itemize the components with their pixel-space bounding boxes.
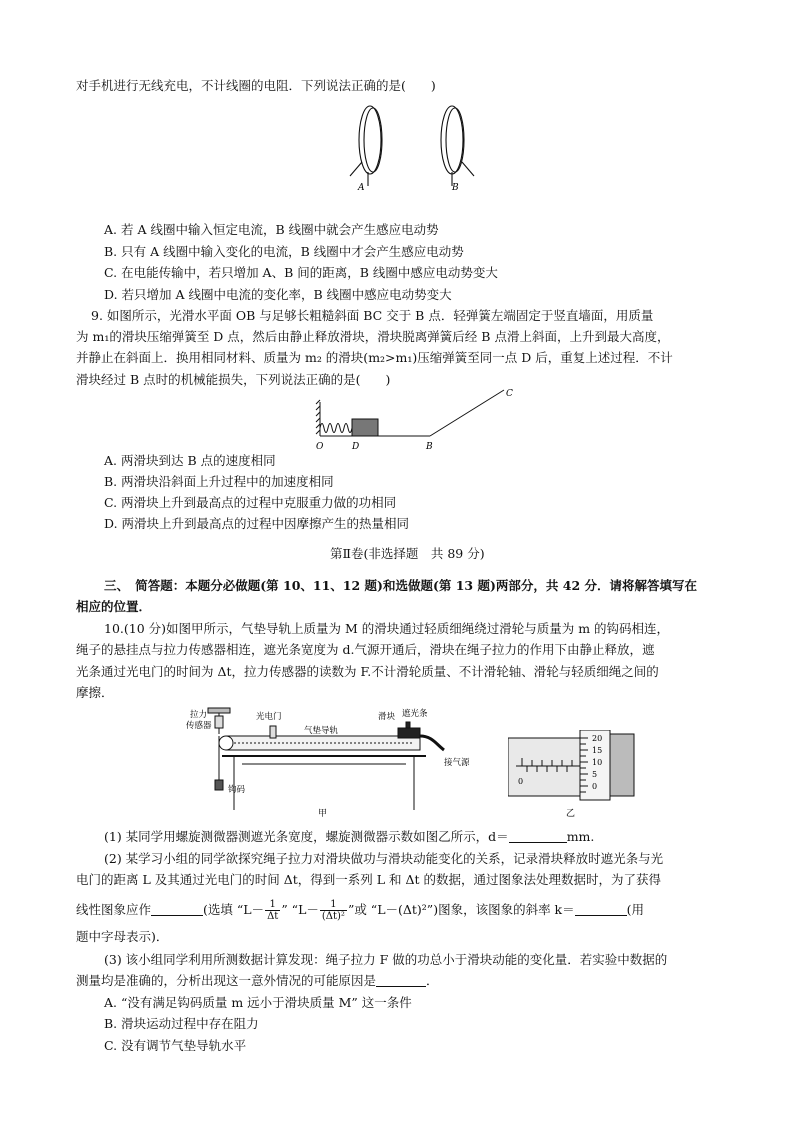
coil-diagram [340,100,490,196]
sensor-label: 传感器 [186,721,212,731]
micrometer-diagram [508,730,642,822]
coil-b-label: B [452,183,459,193]
section-title: 第Ⅱ卷(非选择题 共 89 分) [330,546,485,561]
weight-label: 钩码 [228,785,246,795]
text: 测量均是准确的，分析出现这一意外情况的可能原因是 [76,973,377,988]
option-c: C. 两滑块上升到最高点的过程中克服重力做的功相同 [104,495,397,510]
question-10-line: 10.(10 分)如图甲所示，气垫导轨上质量为 M 的滑块通过轻质细绳绕过滑轮与质量为 m 的钩码相连， [104,621,670,636]
text: 线性图象应作 [76,902,152,917]
option-b: B. 两滑块沿斜面上升过程中的加速度相同 [104,474,334,489]
question-9-line: 并静止在斜面上．换用相同材料、质量为 m₂ 的滑块(m₂>m₁)压缩弹簧至同一点 D 后，重复上述过程．不计 [76,350,673,365]
option-a: A. 两滑块到达 B 点的速度相同 [104,453,276,468]
figure-caption-yi: 乙 [566,809,576,819]
photogate [270,726,276,738]
unit-mm: mm. [566,829,595,844]
option-d: D. 两滑块上升到最高点的过程中因摩擦产生的热量相同 [104,516,410,531]
fraction-denominator: Δt [267,911,279,922]
sub-question-2-line: 题中字母表示)． [76,929,169,944]
option-d: D. 若只增加 A 线圈中电流的变化率，B 线圈中感应电动势变大 [104,287,452,302]
sub-question-1 [104,829,594,845]
sensor-label: 拉力 [190,710,208,720]
spring-incline-diagram [312,386,517,454]
photogate-label: 光电门 [256,712,282,722]
sub-question-3-line: (3) 该小组同学利用所测数据计算发现：绳子拉力 F 做的功总小于滑块动能的变化量．若实验中数据的 [104,952,668,967]
option-a: A. 若 A 线圈中输入恒定电流，B 线圈中就会产生感应电动势 [104,222,439,237]
fraction-numerator: 1 [265,899,280,911]
shade-label: 遮光条 [402,709,428,719]
coil-a-lead-left [350,162,362,176]
shade-strip [406,722,410,728]
coil-b-lead-right [462,162,474,176]
spring [320,424,352,433]
question-10-line: 绳子的悬挂点与拉力传感器相连，遮光条宽度为 d.气源开通后，滑块在绳子拉力的作用下由静止释放，遮 [76,642,655,657]
answer-blank-slope[interactable] [575,903,627,916]
ceiling-mount [208,708,230,713]
sub-question-2-line: 电门的距离 L 及其通过光电门的时间 Δt，得到一系列 L 和 Δt 的数据，通过图象法处理数据时，为了获得 [76,872,662,887]
sub-question-3-line [76,973,439,989]
label-d: D [352,442,360,452]
fraction-numerator: 1 [320,899,347,911]
thimble-scale-20: 20 [592,734,603,743]
thimble-scale-0: 0 [592,782,598,791]
text: (选填 “L－ [203,902,265,917]
coil-a-label: A [358,183,365,193]
thimble-scale-15: 15 [592,746,603,755]
force-sensor [215,716,223,728]
thimble-scale-10: 10 [592,758,603,767]
coil-b-outer [441,106,463,174]
label-c: C [506,389,513,399]
micrometer-frame [508,738,580,796]
question-10-line: 光条通过光电门的时间为 Δt，拉力传感器的读数为 F.不计滑轮质量、不计滑轮轴、滑轮与轻质细绳之间的 [76,664,659,679]
fraction-1-over-dt-squared [320,899,347,922]
section-instructions: 相应的位置． [76,599,152,614]
ratchet [610,734,634,796]
text: ”或 “L－(Δt)²”)图象，该图象的斜率 k＝ [347,902,575,917]
question-9-line: 9. 如图所示，光滑水平面 OB 与足够长粗糙斜面 BC 交于 B 点．轻弹簧左端固定于竖直墙面，用质量 [91,308,654,323]
fraction-denominator: (Δt)² [321,911,345,922]
thimble-scale-5: 5 [592,770,598,779]
air-source-label: 接气源 [444,758,470,768]
label-b: B [426,442,433,452]
question-10-line: 摩擦． [76,685,114,700]
option-b: B. 只有 A 线圈中输入变化的电流，B 线圈中才会产生感应电动势 [104,244,464,259]
answer-blank-graph[interactable] [151,903,203,916]
text: ” “L－ [281,902,319,917]
pulley [219,736,233,750]
answer-blank-d[interactable] [509,830,567,843]
coil-a-outer [359,106,381,174]
section-instructions: 三、 简答题：本题分必做题(第 10、11、12 题)和选做题(第 13 题)两部分，共 42 分．请将解答填写在 [104,578,697,593]
answer-blank-reason[interactable] [376,974,426,987]
fraction-1-over-dt [265,899,280,922]
slider-label: 滑块 [378,712,396,722]
question-stem-line: 对手机进行无线充电，不计线圈的电阻．下列说法正确的是( ) [76,78,436,93]
track-label: 气垫导轨 [304,726,339,736]
slider [398,728,420,738]
coil-a-inner [364,108,382,172]
option-c: C. 在电能传输中，若只增加 A、B 间的距离，B 线圈中感应电动势变大 [104,265,498,280]
incline [430,390,504,436]
figure-caption-jia: 甲 [318,809,328,819]
option-a: A. “没有满足钩码质量 m 远小于滑块质量 M” 这一条件 [104,995,412,1010]
option-c: C. 没有调节气垫导轨水平 [104,1038,247,1053]
coil-b-inner [446,108,464,172]
question-9-line: 滑块经过 B 点时的机械能损失，下列说法正确的是( ) [76,372,391,387]
label-o: O [316,442,324,452]
hook-weight [215,780,223,790]
slider-block [352,419,378,436]
sub-question-2-line: (2) 某学习小组的同学欲探究绳子拉力对滑块做功与滑块动能变化的关系，记录滑块释放时遮光条与光 [104,851,664,866]
question-9-line: 为 m₁的滑块压缩弹簧至 D 点，然后由静止释放滑块，滑块脱离弹簧后经 B 点滑上斜面，上升到最大高度， [76,329,670,344]
text: ． [426,973,439,988]
air-track-apparatus-diagram [186,706,490,822]
main-scale-zero: 0 [518,777,524,786]
sub-question-2-line [76,896,644,924]
sub-question-1-text: (1) 某同学用螺旋测微器测遮光条宽度，螺旋测微器示数如图乙所示，d＝ [104,829,509,844]
option-b: B. 滑块运动过程中存在阻力 [104,1016,259,1031]
air-hose [420,736,444,750]
text: (用 [626,902,645,917]
